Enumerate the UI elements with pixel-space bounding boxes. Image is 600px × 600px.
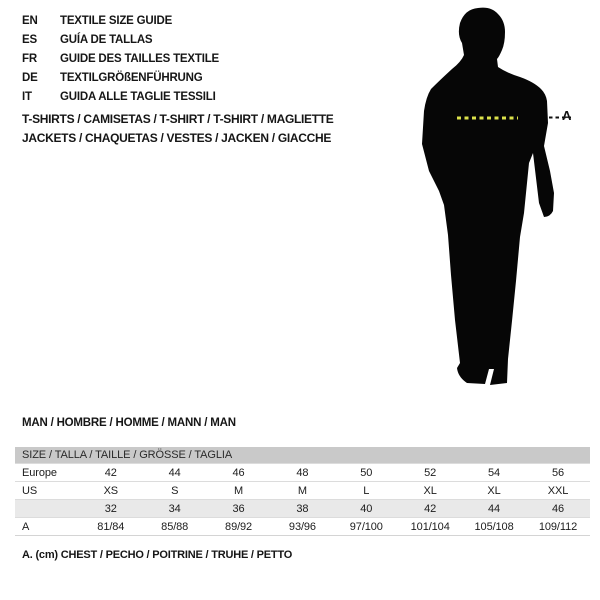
language-code: EN <box>22 15 38 27</box>
table-cell: 105/108 <box>462 518 526 536</box>
table-cell: 36 <box>207 500 271 518</box>
language-list <box>22 12 219 107</box>
table-cell: XL <box>398 482 462 500</box>
language-row-it <box>22 88 219 107</box>
size-table <box>15 447 590 536</box>
language-row-en <box>22 12 219 31</box>
table-cell: M <box>207 482 271 500</box>
category-list <box>22 110 334 148</box>
table-cell: 42 <box>398 500 462 518</box>
table-cell: 40 <box>334 500 398 518</box>
language-code: ES <box>22 34 37 46</box>
size-table-header: SIZE / TALLA / TAILLE / GRÖSSE / TAGLIA <box>15 447 590 464</box>
footnote-chest: A. (cm) CHEST / PECHO / POITRINE / TRUHE / PETTO <box>22 549 293 561</box>
language-label: TEXTILE SIZE GUIDE <box>60 15 173 27</box>
table-cell: 46 <box>207 464 271 482</box>
table-cell: XS <box>79 482 143 500</box>
table-row-us <box>15 482 590 500</box>
table-cell: 38 <box>271 500 335 518</box>
language-label: GUIDE DES TAILLES TEXTILE <box>60 53 219 65</box>
language-row-es <box>22 31 219 50</box>
table-row-europe <box>15 464 590 482</box>
table-cell: 50 <box>334 464 398 482</box>
table-cell: XL <box>462 482 526 500</box>
table-cell: 44 <box>462 500 526 518</box>
table-cell: 101/104 <box>398 518 462 536</box>
table-cell: M <box>271 482 335 500</box>
measure-label-a: A <box>562 108 572 123</box>
table-cell: 81/84 <box>79 518 143 536</box>
table-row-numeric <box>15 500 590 518</box>
row-label: A <box>15 518 79 536</box>
table-cell: 97/100 <box>334 518 398 536</box>
language-code: IT <box>22 91 32 103</box>
figure-area <box>395 5 595 395</box>
table-cell: S <box>143 482 207 500</box>
table-cell: L <box>334 482 398 500</box>
category-jackets: JACKETS / CHAQUETAS / VESTES / JACKEN / GIACCHE <box>22 131 332 145</box>
language-row-de <box>22 69 219 88</box>
language-label: TEXTILGRÖßENFÜHRUNG <box>60 72 203 84</box>
table-cell: 34 <box>143 500 207 518</box>
table-cell: 93/96 <box>271 518 335 536</box>
table-cell: 89/92 <box>207 518 271 536</box>
table-cell: 109/112 <box>526 518 590 536</box>
table-cell: 46 <box>526 500 590 518</box>
row-label <box>15 500 79 518</box>
section-title-man: MAN / HOMBRE / HOMME / MANN / MAN <box>22 417 236 429</box>
size-table-header-row <box>15 447 590 464</box>
table-cell: 54 <box>462 464 526 482</box>
table-cell: 85/88 <box>143 518 207 536</box>
table-cell: 56 <box>526 464 590 482</box>
table-row-chest <box>15 518 590 536</box>
table-cell: 32 <box>79 500 143 518</box>
language-label: GUÍA DE TALLAS <box>60 34 153 46</box>
language-code: FR <box>22 53 37 65</box>
language-code: DE <box>22 72 38 84</box>
table-cell: 42 <box>79 464 143 482</box>
table-cell: XXL <box>526 482 590 500</box>
table-cell: 52 <box>398 464 462 482</box>
row-label: US <box>15 482 79 500</box>
man-silhouette <box>395 5 575 390</box>
language-label: GUIDA ALLE TAGLIE TESSILI <box>60 91 216 103</box>
language-row-fr <box>22 50 219 69</box>
table-cell: 44 <box>143 464 207 482</box>
row-label: Europe <box>15 464 79 482</box>
table-cell: 48 <box>271 464 335 482</box>
category-tshirts: T-SHIRTS / CAMISETAS / T-SHIRT / T-SHIRT / MAGLIETTE <box>22 112 334 126</box>
